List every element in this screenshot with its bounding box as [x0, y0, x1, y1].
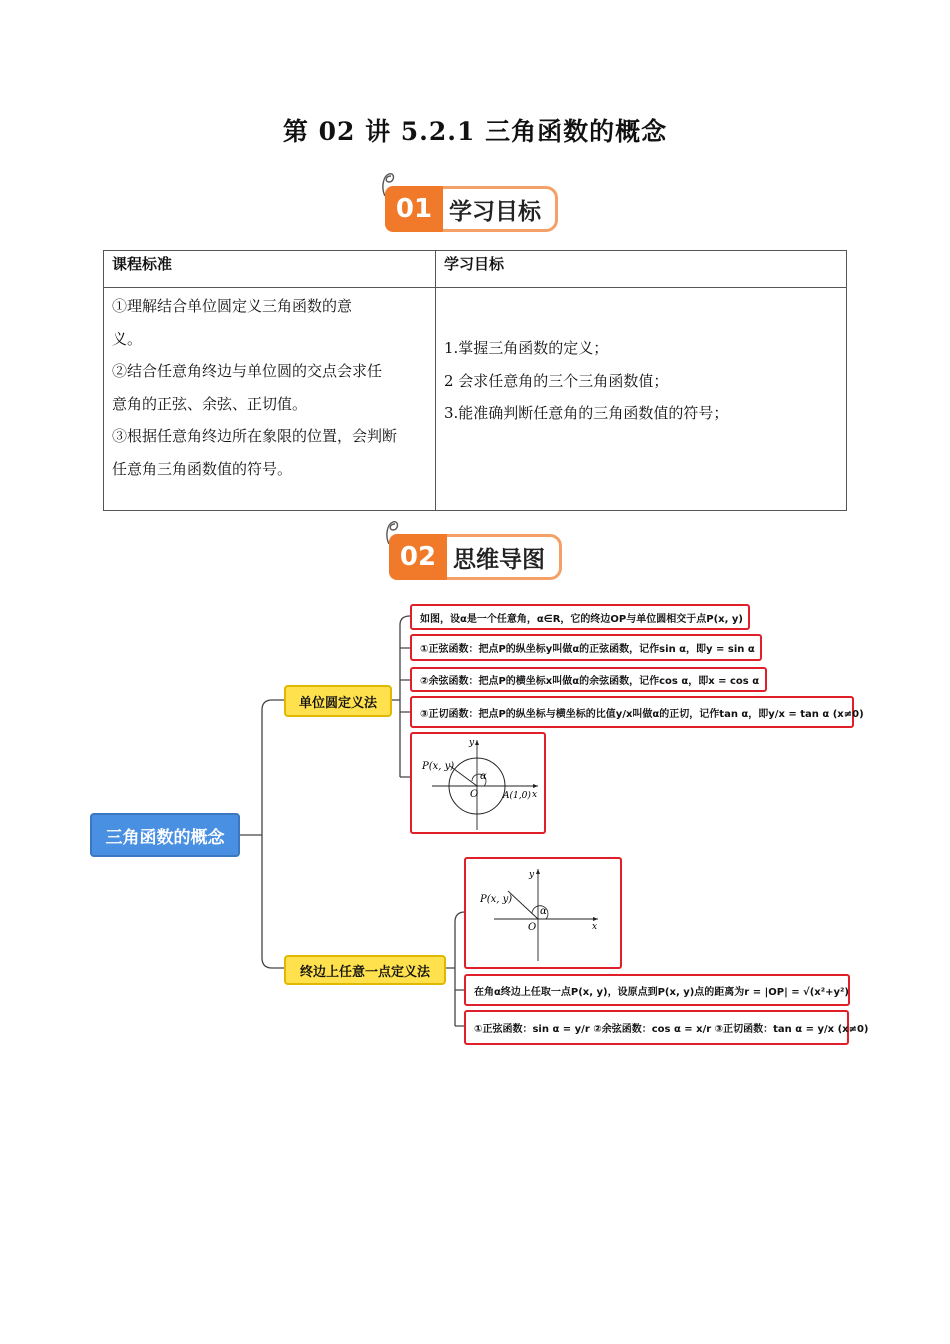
- fig1-y-label: y: [469, 738, 475, 748]
- section-number: 01: [385, 186, 443, 232]
- standard-line: 义。: [112, 329, 143, 348]
- fig1-alpha-label: α: [480, 771, 487, 782]
- figure-unit-circle: [410, 732, 546, 834]
- section-badge-goals: [385, 186, 558, 232]
- section-label: 思维导图: [447, 534, 562, 580]
- mindmap-root: 三角函数的概念: [90, 813, 240, 857]
- terminal-point-diagram: [466, 859, 620, 967]
- fig1-a-label: A(1,0): [503, 791, 531, 801]
- standard-line: 意角的正弦、余弦、正切值。: [112, 394, 308, 413]
- fig1-origin-label: O: [470, 789, 479, 800]
- section-label: 学习目标: [443, 186, 558, 232]
- fig2-alpha-label: α: [540, 906, 547, 917]
- fig1-x-label: x: [532, 790, 538, 800]
- unit-circle-diagram: [412, 734, 544, 832]
- standard-line: ①理解结合单位圆定义三角函数的意: [112, 297, 353, 315]
- section-badge-mindmap: [389, 534, 562, 580]
- table-header-standards: 课程标准: [104, 251, 436, 288]
- branch-unit-circle: 单位圆定义法: [284, 685, 392, 717]
- standards-table: [103, 250, 847, 511]
- goal-line: 2 会求任意角的三个三角函数值；: [444, 371, 669, 390]
- fig2-y-label: y: [529, 870, 535, 880]
- leaf-definition: 如图，设α是一个任意角，α∈R，它的终边OP与单位圆相交于点P(x, y): [410, 604, 750, 630]
- fig2-x-label: x: [592, 922, 598, 932]
- goals-cell: [436, 288, 847, 511]
- standard-line: ②结合任意角终边与单位圆的交点会求任: [112, 362, 383, 380]
- standards-cell: [104, 288, 436, 511]
- fig2-origin-label: O: [528, 922, 537, 933]
- branch-terminal-point: 终边上任意一点定义法: [284, 955, 446, 985]
- goal-line: 1.掌握三角函数的定义；: [444, 339, 609, 357]
- leaf-ratio-definitions: ①正弦函数：sin α = y/r ②余弦函数：cos α = x/r ③正切函数：tan α = y/x (x≠0): [464, 1010, 849, 1045]
- standard-line: ③根据任意角终边所在象限的位置，会判断: [112, 427, 398, 445]
- section-number: 02: [389, 534, 447, 580]
- standard-line: 任意角三角函数值的符号。: [112, 459, 293, 478]
- page-title: 第 02 讲 5.2.1 三角函数的概念: [282, 117, 668, 146]
- table-header-goals: 学习目标: [436, 251, 847, 288]
- fig1-point-label: P(x, y): [422, 761, 455, 772]
- leaf-distance: 在角α终边上任取一点P(x, y)，设原点到P(x, y)点的距离为r = |OP| = √(x²+y²): [464, 974, 850, 1006]
- figure-terminal-point: [464, 857, 622, 969]
- goal-line: 3.能准确判断任意角的三角函数值的符号；: [444, 404, 729, 422]
- fig2-point-label: P(x, y): [480, 894, 513, 905]
- leaf-sine: ①正弦函数：把点P的纵坐标y叫做α的正弦函数，记作sin α，即y = sin α: [410, 634, 762, 661]
- leaf-cosine: ②余弦函数：把点P的横坐标x叫做α的余弦函数，记作cos α，即x = cos α: [410, 667, 767, 692]
- leaf-tangent: ③正切函数：把点P的纵坐标与横坐标的比值y/x叫做α的正切，记作tan α，即y/x = tan α (x≠0): [410, 696, 854, 728]
